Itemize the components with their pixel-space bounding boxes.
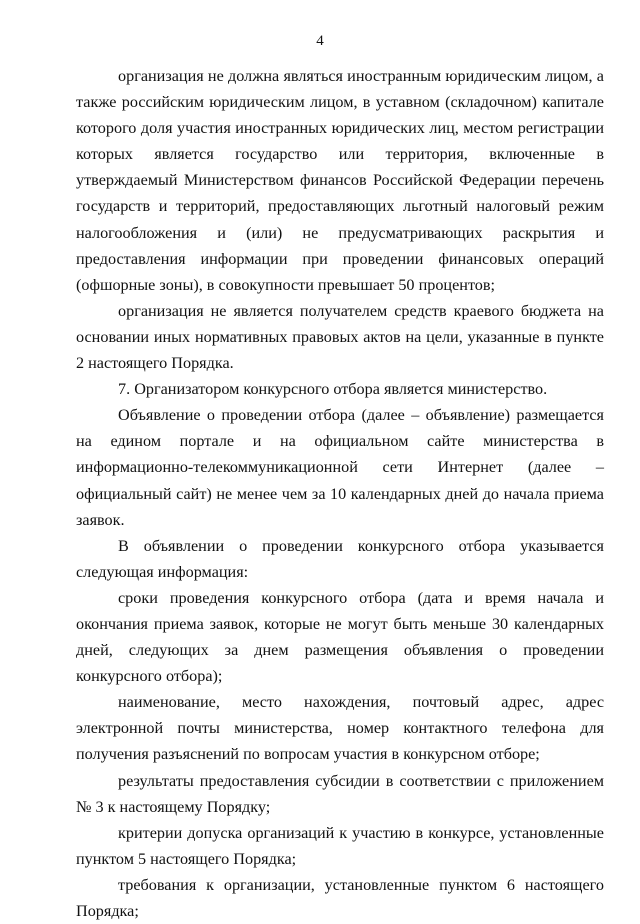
paragraph-results: результаты предоставления субсидии в соответствии с приложением № 3 к настоящему Порядку; [76, 771, 604, 816]
paragraph-organizer: 7. Организатором конкурсного отбора является министерство. [118, 380, 548, 399]
paragraph-criteria: критерии допуска организаций к участию в конкурсе, установленные пунктом 5 настоящего Порядка; [76, 823, 604, 868]
paragraph-offshore-requirement: организация не должна являться иностранным юридическим лицом, а также российским юридическим лицом, в уставном (складочном) капитале которого доля участия иностранных юридических лиц, местом регистрации которых является государство или территория, включенные в утверждаемый Министерством финансов Российской Федерации перечень государств и территорий, предоставляющих льготный налоговый режим налогообложения и (или) не предусматривающих раскрытия и предоставления информации при проведении финансовых операций (офшорные зоны), в совокупности превышает 50 процентов; [76, 67, 604, 294]
paragraph-requirements: требования к организации, установленные пунктом 6 настоящего Порядка; [76, 875, 604, 920]
document-body [76, 63, 604, 924]
paragraph-budget-requirement: организация не является получателем средств краевого бюджета на основании иных нормативных правовых актов на цели, указанные в пункте 2 настоящего Порядка. [76, 301, 604, 373]
page-number: 4 [316, 33, 324, 49]
paragraph-announcement-contents: В объявлении о проведении конкурсного отбора указывается следующая информация: [76, 536, 604, 581]
paragraph-contacts: наименование, место нахождения, почтовый адрес, адрес электронной почты министерства, номер контактного телефона для получения разъяснений по вопросам участия в конкурсном отборе; [76, 693, 604, 764]
paragraph-deadlines: сроки проведения конкурсного отбора (дата и время начала и окончания приема заявок, которые не могут быть меньше 30 календарных дней, следующих за днем размещения объявления о проведении конкурсного отбора); [76, 588, 604, 686]
paragraph-announcement: Объявление о проведении отбора (далее – объявление) размещается на едином портале и на официальном сайте министерства в информационно-телекоммуникационной сети Интернет (далее – официальный сайт) не менее чем за 10 календарных дней до начала приема заявок. [76, 406, 604, 529]
